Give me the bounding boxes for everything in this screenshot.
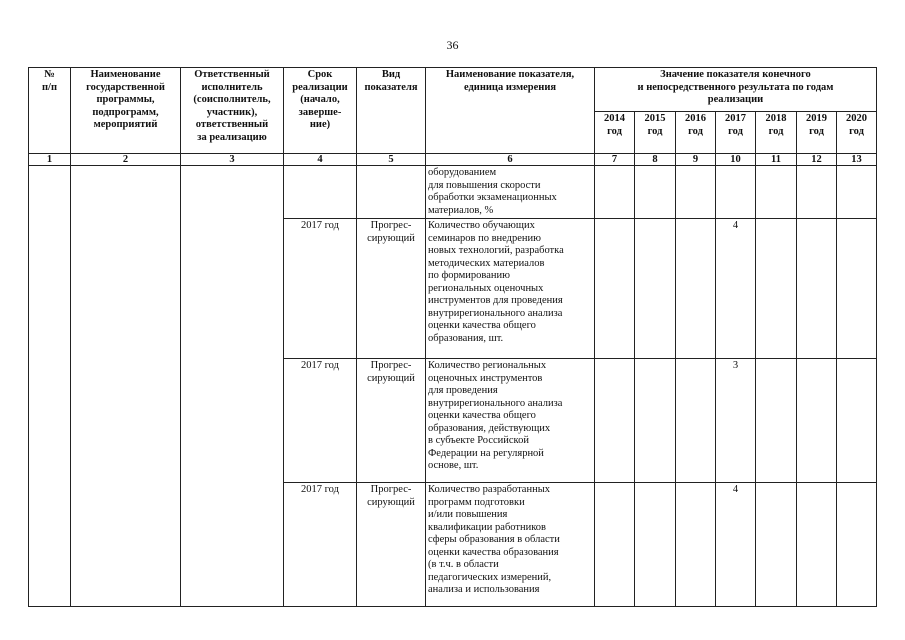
header-term: Срок реализации (начало, заверше- ние) <box>284 68 357 154</box>
term-cell: 2017 год <box>284 359 357 483</box>
value-cell <box>756 166 797 219</box>
value-cell <box>837 166 877 219</box>
column-number: 8 <box>635 154 676 166</box>
program-cell <box>71 166 181 607</box>
value-cell <box>756 359 797 483</box>
value-cell <box>676 166 716 219</box>
value-cell: 4 <box>716 219 756 359</box>
term-cell: 2017 год <box>284 219 357 359</box>
value-cell <box>837 359 877 483</box>
value-cell <box>756 483 797 607</box>
column-number: 4 <box>284 154 357 166</box>
header-year: 2017 год <box>716 112 756 154</box>
value-cell: 3 <box>716 359 756 483</box>
column-number: 5 <box>357 154 426 166</box>
value-cell <box>676 219 716 359</box>
indicator-cell: Количество обучающих семинаров по внедрению новых технологий, разработка методических материалов по формированию региональных оценочных инструментов для проведения внутрирегионального анализа оценки качества общего образования, шт. <box>426 219 595 359</box>
executor-cell <box>181 166 284 607</box>
value-cell <box>756 219 797 359</box>
type-cell <box>357 166 426 219</box>
value-cell <box>676 359 716 483</box>
value-cell <box>797 166 837 219</box>
value-cell <box>797 483 837 607</box>
value-cell: 4 <box>716 483 756 607</box>
column-number: 3 <box>181 154 284 166</box>
header-executor: Ответственный исполнитель (соисполнитель, участник), ответственный за реализацию <box>181 68 284 154</box>
num-cell <box>29 166 71 607</box>
indicators-table <box>28 67 877 607</box>
column-number: 9 <box>676 154 716 166</box>
value-cell <box>635 166 676 219</box>
header-year: 2018 год <box>756 112 797 154</box>
header-year: 2016 год <box>676 112 716 154</box>
column-number: 6 <box>426 154 595 166</box>
value-cell <box>595 219 635 359</box>
column-number: 2 <box>71 154 181 166</box>
column-numbers-row <box>29 154 877 166</box>
indicator-cell: Количество разработанных программ подготовки и/или повышения квалификации работников сферы образования в области оценки качества образования (в т.ч. в области педагогических измерений, анализа и использования <box>426 483 595 607</box>
term-cell <box>284 166 357 219</box>
value-cell <box>716 166 756 219</box>
column-number: 11 <box>756 154 797 166</box>
column-number: 1 <box>29 154 71 166</box>
page-number: 36 <box>446 38 459 52</box>
value-cell <box>797 219 837 359</box>
type-cell: Прогрес- сирующий <box>357 359 426 483</box>
header-year: 2014 год <box>595 112 635 154</box>
header-indicator: Наименование показателя, единица измерения <box>426 68 595 154</box>
term-cell: 2017 год <box>284 483 357 607</box>
value-cell <box>837 483 877 607</box>
indicator-cell: Количество региональных оценочных инструментов для проведения внутрирегионального анализа оценки качества общего образования, действующих в субъекте Российской Федерации на регулярной основе, шт. <box>426 359 595 483</box>
value-cell <box>595 166 635 219</box>
header-num: № п/п <box>29 68 71 154</box>
type-cell: Прогрес- сирующий <box>357 219 426 359</box>
value-cell <box>635 359 676 483</box>
header-year: 2020 год <box>837 112 877 154</box>
value-cell <box>676 483 716 607</box>
header-values-group: Значение показателя конечного и непосредственного результата по годам реализации <box>595 68 877 112</box>
indicator-cell: оборудованием для повышения скорости обработки экзаменационных материалов, % <box>426 166 595 219</box>
column-number: 7 <box>595 154 635 166</box>
table-row <box>29 166 877 219</box>
value-cell <box>797 359 837 483</box>
value-cell <box>635 483 676 607</box>
value-cell <box>595 359 635 483</box>
value-cell <box>837 219 877 359</box>
column-number: 10 <box>716 154 756 166</box>
column-number: 12 <box>797 154 837 166</box>
type-cell: Прогрес- сирующий <box>357 483 426 607</box>
header-type: Вид показателя <box>357 68 426 154</box>
header-year: 2019 год <box>797 112 837 154</box>
value-cell <box>635 219 676 359</box>
column-number: 13 <box>837 154 877 166</box>
value-cell <box>595 483 635 607</box>
header-program: Наименование государственной программы, подпрограмм, мероприятий <box>71 68 181 154</box>
header-year: 2015 год <box>635 112 676 154</box>
